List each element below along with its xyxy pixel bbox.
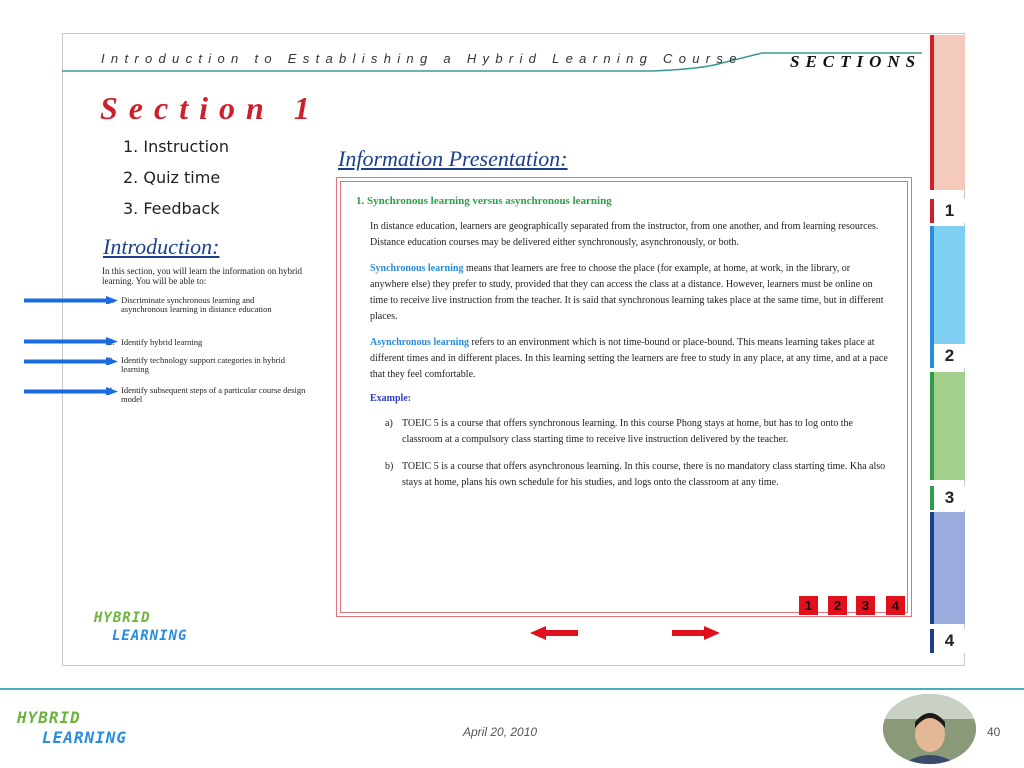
menu-item-quiz-time[interactable]: 2. Quiz time bbox=[123, 168, 221, 187]
paragraph-distance-education: In distance education, learners are geographically separated from the instructor, from one another, and from learning resources. Distance education courses may be delivered either synchronously, asynchronously, or both. bbox=[370, 221, 879, 248]
section-tab-3[interactable]: 3 bbox=[930, 486, 965, 510]
objective-item: Discriminate synchronous learning and asynchronous learning in distance education bbox=[121, 295, 272, 314]
arrow-right-icon bbox=[24, 337, 118, 345]
paragraph-asynchronous: Asynchronous learning refers to an environment which is not time-bound or place-bound. This means learning takes place at different times and in different places. In this learning setting the learners are free to study in any place, at any time, and at a pace that they feel comfortable. bbox=[370, 337, 888, 380]
introduction-heading: Introduction: bbox=[103, 234, 220, 259]
introduction-text: In this section, you will learn the information on hybrid learning. You will be able to: bbox=[102, 266, 302, 286]
page-button-1[interactable]: 1 bbox=[799, 596, 818, 615]
example-a: TOEIC 5 is a course that offers synchronous learning. In this course Phong stays at home, but has to log onto the classroom at a compulsory class starting time to receive live instruction delivered by the teacher. bbox=[402, 418, 853, 445]
paragraph-synchronous: Synchronous learning means that learners are free to choose the place (for example, at home, at work, in the library, or anywhere else) they prefer to study, provided that they can access the class at a distance. However, learners must be online on time to receive live instruction from the teacher. It is said that synchronous learning takes place at the same time, but in different places. bbox=[370, 263, 884, 322]
section-tab-1[interactable]: 1 bbox=[930, 199, 965, 223]
example-b: TOEIC 5 is a course that offers asynchronous learning. In this course, there is no mandatory class starting time. Kha also stays at home, plans his own schedule for his studies, and logs onto the classroom at any time. bbox=[402, 461, 886, 488]
information-heading: Information Presentation: bbox=[338, 146, 568, 171]
footer-logo: HYBRID LEARNING bbox=[17, 708, 128, 747]
section-tab-2[interactable]: 2 bbox=[930, 344, 965, 368]
course-title: Introduction to Establishing a Hybrid Learning Course bbox=[101, 51, 743, 66]
footer-divider bbox=[0, 688, 1024, 690]
presenter-photo-icon bbox=[883, 694, 976, 764]
menu-item-feedback[interactable]: 3. Feedback bbox=[123, 199, 220, 218]
slide-number: 40 bbox=[987, 725, 1001, 739]
section-menu bbox=[123, 136, 229, 229]
section-tab-4-band[interactable] bbox=[930, 512, 965, 624]
objective-item: Identify hybrid learning bbox=[121, 337, 203, 347]
page-button-2[interactable]: 2 bbox=[828, 596, 847, 615]
example-b-label: b) bbox=[385, 461, 394, 472]
section-tab-3-band[interactable] bbox=[930, 372, 965, 480]
objective-item: Identify technology support categories in hybrid learning bbox=[121, 355, 286, 374]
arrow-right-icon bbox=[24, 357, 118, 365]
footer-date: April 20, 2010 bbox=[463, 725, 538, 739]
page-button-3[interactable]: 3 bbox=[856, 596, 875, 615]
section-heading: Section 1 bbox=[100, 90, 321, 126]
next-arrow-icon[interactable] bbox=[672, 626, 720, 640]
section-tab-1-band[interactable] bbox=[930, 35, 965, 190]
synchronous-keyword: Synchronous learning bbox=[370, 263, 464, 274]
arrow-right-icon bbox=[24, 296, 118, 304]
topic-title: 1. Synchronous learning versus asynchronous learning bbox=[356, 195, 612, 207]
example-a-label: a) bbox=[385, 418, 393, 429]
presenter-avatar bbox=[883, 694, 976, 764]
page-button-4[interactable]: 4 bbox=[886, 596, 905, 615]
sections-label: SECTIONS bbox=[790, 52, 922, 71]
section-tab-4[interactable]: 4 bbox=[930, 629, 965, 653]
objective-item: Identify subsequent steps of a particular course design model bbox=[121, 385, 306, 404]
arrow-right-icon bbox=[24, 387, 118, 395]
hybrid-learning-logo: HYBRID LEARNING bbox=[94, 610, 188, 644]
menu-item-instruction[interactable]: 1. Instruction bbox=[123, 137, 229, 156]
previous-arrow-icon[interactable] bbox=[530, 626, 578, 640]
asynchronous-keyword: Asynchronous learning bbox=[370, 337, 470, 348]
example-label: Example: bbox=[370, 393, 412, 404]
